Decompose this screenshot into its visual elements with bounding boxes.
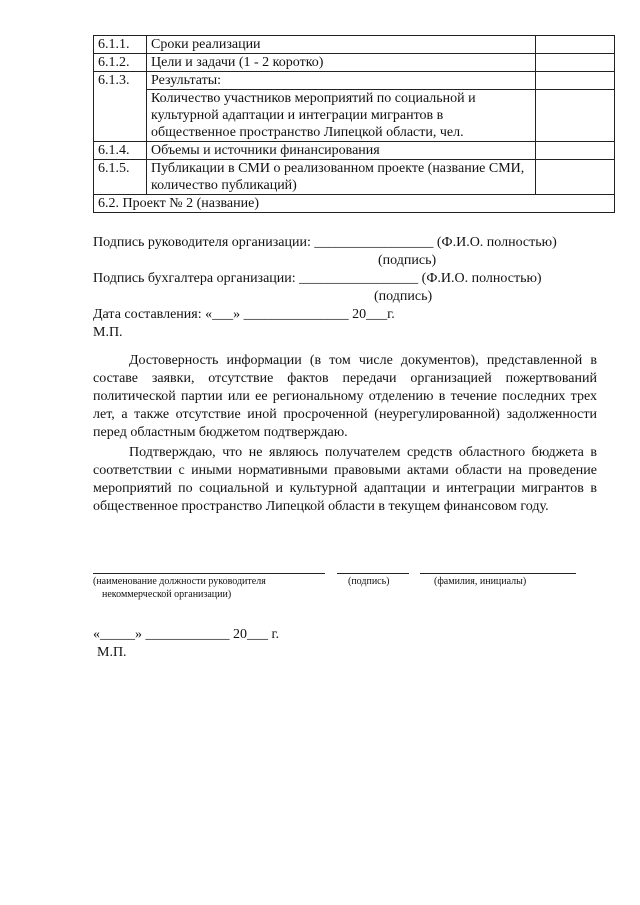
- project-2-title: 6.2. Проект № 2 (название): [94, 195, 536, 213]
- row-text: Сроки реализации: [147, 36, 536, 54]
- table-row: [94, 54, 615, 72]
- name-caption: (фамилия, инициалы): [434, 576, 527, 587]
- table-footer-row: [94, 195, 615, 213]
- row-text: Количество участников мероприятий по социальной и культурной адаптации и интеграции мигрантов в общественное пространство Липецкой области, чел.: [147, 90, 536, 142]
- row-text: Результаты:: [147, 72, 536, 90]
- head-signature-line: Подпись руководителя организации: _________________ (Ф.И.О. полностью): [93, 235, 557, 250]
- signature-line: [337, 573, 409, 574]
- table-row: [94, 90, 615, 142]
- row-text: Цели и задачи (1 - 2 коротко): [147, 54, 536, 72]
- row-value: [536, 160, 615, 195]
- position-caption: (наименование должности руководителя: [93, 576, 266, 587]
- accountant-signature-caption: (подпись): [374, 289, 433, 304]
- row-text: Объемы и источники финансирования: [147, 142, 536, 160]
- stamp-label: М.П.: [93, 325, 123, 340]
- row-value: [536, 36, 615, 54]
- bottom-date-line: «_____» ____________ 20___ г.: [93, 627, 280, 642]
- head-signature-caption: (подпись): [378, 253, 437, 268]
- row-value: [536, 72, 615, 90]
- table-row: [94, 160, 615, 195]
- row-number: 6.1.3.: [94, 72, 147, 142]
- confirmation-paragraph-2: [93, 444, 597, 516]
- paragraph-text: Подтверждаю, что не являюсь получателем средств областного бюджета в соответствии с иными нормативными правовыми актами области на проведение мероприятий по социальной и культурной адаптации и интеграции мигрантов в общественное пространство Липецкой области в текущем финансовом году.: [93, 445, 597, 514]
- row-number: 6.1.5.: [94, 160, 147, 195]
- table-row: [94, 72, 615, 90]
- paragraph-text: Достоверность информации (в том числе документов), представленной в составе заявки, отсутствие фактов передачи организацией пожертвований политической партии или ее региональному отделению в течение последних трех лет, а также отсутствие иной просроченной (неурегулированной) задолженности перед областным бюджетом подтверждаю.: [93, 353, 597, 440]
- row-number: 6.1.4.: [94, 142, 147, 160]
- confirmation-paragraph-1: [93, 352, 597, 442]
- signature-caption: (подпись): [348, 576, 390, 587]
- row-value: [536, 142, 615, 160]
- table-row: [94, 36, 615, 54]
- name-line: [420, 573, 576, 574]
- row-text: Публикации в СМИ о реализованном проекте (название СМИ, количество публикаций): [147, 160, 536, 195]
- position-caption-2: некоммерческой организации): [102, 589, 232, 600]
- bottom-stamp-label: М.П.: [97, 645, 127, 660]
- table-row: [94, 142, 615, 160]
- accountant-signature-line: Подпись бухгалтера организации: _________________ (Ф.И.О. полностью): [93, 271, 542, 286]
- position-line: [93, 573, 325, 574]
- row-value: [536, 90, 615, 142]
- project-table: [93, 35, 615, 213]
- date-line: Дата составления: «___» _______________ 20___г.: [93, 307, 395, 322]
- row-number: 6.1.2.: [94, 54, 147, 72]
- row-value: [536, 54, 615, 72]
- row-number: 6.1.1.: [94, 36, 147, 54]
